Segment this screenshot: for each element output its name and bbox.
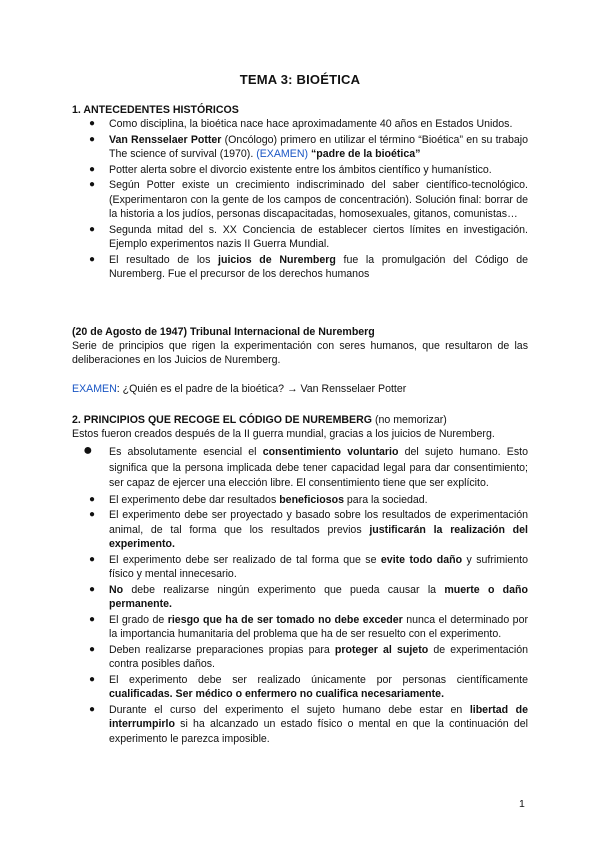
tribunal-text: Serie de principios que rigen la experimentación con seres humanos, que resultaron de las deliberaciones en los Juicios de Nuremberg. — [72, 340, 528, 366]
bullet-icon: ● — [89, 509, 96, 520]
list-item: ● Van Rensselaer Potter (Oncólogo) primero en utilizar el término “Bioética” en su trabajo The science of survival (1970). (EXAMEN) “padre de la bioética” — [89, 133, 528, 160]
list-item: ● Según Potter existe un crecimiento indiscriminado del saber científico-tecnológico. (Experimentaron con la gente de los campos de concentración). Solución final: borrar de la historia a los judíos, personas discapacitadas, homosexuales, gitanos, comunistas… — [89, 179, 528, 220]
list-item: ● El grado de riesgo que ha de ser tomado no debe exceder nunca el determinado por la importancia humanitaria del problema que ha de ser resuelto con el experimento. — [89, 613, 528, 640]
section-heading: 1. ANTECEDENTES HISTÓRICOS — [72, 104, 239, 116]
bullet-icon: ● — [89, 133, 96, 145]
bullet-icon: ● — [89, 703, 96, 715]
exam-tag: (EXAMEN) — [256, 148, 308, 160]
bullet-icon: ● — [89, 163, 96, 175]
list-item: ● Potter alerta sobre el divorcio existente entre los ámbitos científico y humanístico. — [89, 163, 492, 176]
list-item: ● El experimento debe ser realizado de tal forma que se evite todo daño y sufrimiento físico y mental innecesario. — [89, 553, 529, 580]
bullet-icon: ● — [89, 179, 96, 190]
bullet-icon: ● — [89, 253, 96, 265]
list-item: ● El experimento debe ser realizado únicamente por personas científicamente cualificadas. Ser médico o enfermero no cualifica necesariamente. — [89, 673, 528, 700]
section-heading: 2. PRINCIPIOS QUE RECOGE EL CÓDIGO DE NUREMBERG (no memorizar) — [72, 414, 447, 426]
exam-label: EXAMEN — [72, 383, 117, 395]
page-number: 1 — [519, 798, 525, 810]
bullet-icon: ● — [89, 118, 96, 129]
bullet-icon: ● — [89, 223, 96, 235]
bullet-icon: ● — [89, 493, 96, 505]
exam-question: EXAMEN: ¿Quién es el padre de la bioética? → Van Rensselaer Potter — [72, 383, 407, 395]
bullet-list — [72, 117, 528, 282]
list-item: ● Como disciplina, la bioética nace hace aproximadamente 40 años en Estados Unidos. — [89, 118, 513, 130]
bullet-icon: ● — [89, 553, 96, 565]
bullet-icon: ● — [89, 643, 96, 655]
list-item: ● Es absolutamente esencial el consentimiento voluntario del sujeto humano. Esto significa que la persona implicada debe tener capacidad legal para dar consentimiento; ser capaz de ejercer una elección libre. El consentimiento tiene que ser explícito. — [83, 442, 529, 489]
bullet-list — [72, 442, 529, 746]
list-item: ● Deben realizarse preparaciones propias para proteger al sujeto de experimentación contra posibles daños. — [89, 643, 528, 670]
list-item: ● El resultado de los juicios de Nuremberg fue la promulgación del Código de Nuremberg. Fue el precursor de los derechos humanos — [89, 253, 528, 280]
section-intro: Estos fueron creados después de la II guerra mundial, gracias a los juicios de Nuremberg. — [72, 428, 495, 440]
section-antecedentes — [72, 103, 528, 283]
list-item: ● No debe realizarse ningún experimento que pueda causar la muerte o daño permanente. — [89, 583, 528, 610]
list-item: ● Durante el curso del experimento el sujeto humano debe estar en libertad de interrumpirlo si ha alcanzado un estado físico o mental en que la continuación del experimento le parezca imposible. — [89, 703, 528, 745]
section-principios — [72, 413, 528, 747]
list-item: ● Segunda mitad del s. XX Conciencia de establecer ciertos límites en investigación. Ejemplo experimentos nazis II Guerra Mundial. — [89, 223, 528, 250]
list-item: ● El experimento debe ser proyectado y basado sobre los resultados de experimentación animal, de tal forma que los resultados previos justificarán la realización del experimento. — [89, 509, 528, 550]
bullet-icon: ● — [89, 583, 96, 595]
tribunal-paragraph — [72, 325, 528, 367]
page-title: TEMA 3: BIOÉTICA — [239, 72, 361, 87]
list-item: ● El experimento debe dar resultados beneficiosos para la sociedad. — [89, 493, 428, 506]
bullet-icon: ● — [83, 442, 93, 459]
bullet-icon: ● — [89, 673, 96, 685]
bullet-icon: ● — [89, 613, 96, 625]
tribunal-heading: (20 de Agosto de 1947) Tribunal Internacional de Nuremberg — [72, 326, 375, 338]
